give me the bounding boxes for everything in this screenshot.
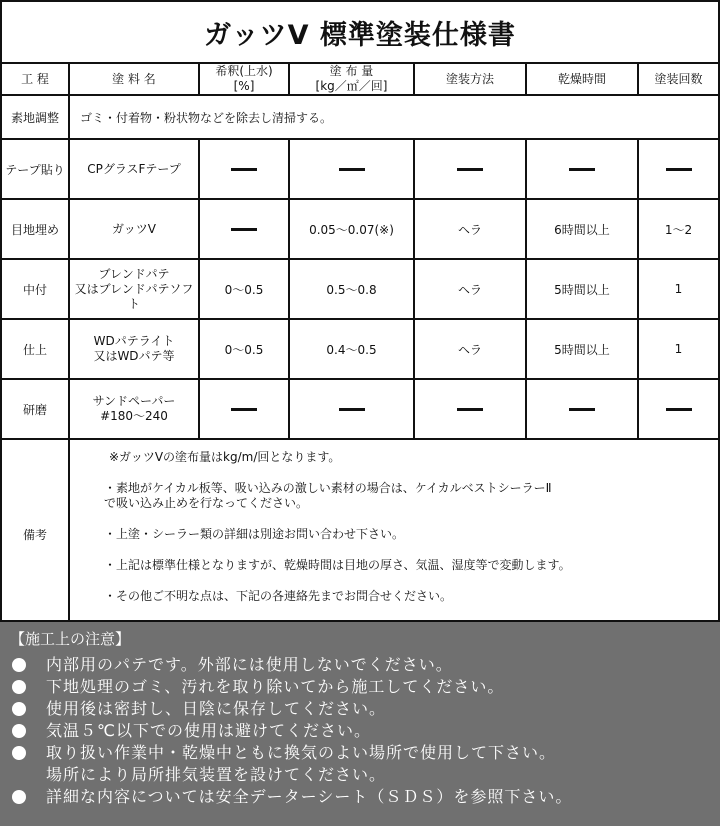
table-row — [2, 379, 718, 439]
header-coverage: 塗 布 量 [kg／㎡／回] — [289, 64, 414, 95]
material-cell: サンドペーパー #180～240 — [69, 379, 199, 439]
substrate-text: ゴミ・付着物・粉状物などを除去し清掃する。 — [69, 95, 718, 139]
header-coats: 塗装回数 — [638, 64, 718, 95]
header-process: 工 程 — [2, 64, 69, 95]
bullet-icon — [12, 680, 26, 694]
process-cell: 仕上 — [2, 319, 69, 379]
process-cell: 素地調整 — [2, 95, 69, 139]
remark-note: ※ガッツVの塗布量はkg/m/回となります。 — [109, 450, 341, 464]
dash-mark — [339, 168, 365, 171]
coverage-cell: 0.05～0.07(※) — [289, 199, 414, 259]
dash-mark — [231, 228, 257, 231]
material-cell: CPグラスFテープ — [69, 139, 199, 199]
coverage-cell — [289, 139, 414, 199]
table-row — [2, 319, 718, 379]
table-row — [2, 259, 718, 319]
drying-cell: 5時間以上 — [526, 259, 638, 319]
method-cell — [414, 379, 526, 439]
process-cell: 中付 — [2, 259, 69, 319]
method-cell: ヘラ — [414, 319, 526, 379]
drying-cell — [526, 139, 638, 199]
list-item: 気温５℃以下での使用は避けてください。 — [12, 720, 572, 742]
drying-cell — [526, 379, 638, 439]
list-item: 場所により局所排気装置を設けてください。 — [46, 765, 387, 784]
header-method: 塗装方法 — [414, 64, 526, 95]
dilution-cell: 0～0.5 — [199, 319, 289, 379]
bullet-icon — [12, 790, 26, 804]
dilution-cell — [199, 199, 289, 259]
process-cell: 目地埋め — [2, 199, 69, 259]
coats-cell: 1～2 — [638, 199, 718, 259]
list-item: 詳細な内容については安全データーシート（ＳＤＳ）を参照下さい。 — [12, 786, 572, 808]
remark-note: ・その他ご不明な点は、下記の各連絡先までお問合せください。 — [104, 589, 453, 603]
list-item: 取り扱い作業中・乾燥中ともに換気のよい場所で使用して下さい。 — [12, 742, 572, 764]
caution-panel — [0, 622, 720, 826]
method-cell: ヘラ — [414, 199, 526, 259]
process-cell: テープ貼り — [2, 139, 69, 199]
table-row — [2, 199, 718, 259]
dilution-cell — [199, 379, 289, 439]
dash-mark — [569, 408, 595, 411]
header-dilution: 希釈(上水) [%] — [199, 64, 289, 95]
dilution-cell — [199, 139, 289, 199]
caution-title: 【施工上の注意】 — [10, 630, 131, 648]
coverage-cell — [289, 379, 414, 439]
table-row-substrate — [2, 95, 718, 139]
coverage-cell: 0.5～0.8 — [289, 259, 414, 319]
coats-cell: 1 — [638, 259, 718, 319]
dash-mark — [231, 168, 257, 171]
drying-cell: 5時間以上 — [526, 319, 638, 379]
dilution-cell: 0～0.5 — [199, 259, 289, 319]
header-material: 塗 料 名 — [69, 64, 199, 95]
page-title: ガッツV 標準塗装仕様書 — [2, 2, 718, 64]
process-cell: 備考 — [2, 439, 69, 629]
material-cell: ガッツV — [69, 199, 199, 259]
header-drying: 乾燥時間 — [526, 64, 638, 95]
method-cell: ヘラ — [414, 259, 526, 319]
coats-cell — [638, 379, 718, 439]
dash-mark — [457, 168, 483, 171]
dash-mark — [666, 168, 692, 171]
remark-note: ・上記は標準仕様となりますが、乾燥時間は目地の厚さ、気温、湿度等で変動します。 — [104, 558, 571, 572]
bullet-icon — [12, 724, 26, 738]
method-cell — [414, 139, 526, 199]
caution-list — [12, 654, 572, 808]
remark-note: ・上塗・シーラー類の詳細は別途お問い合わせ下さい。 — [104, 527, 405, 541]
list-item: 使用後は密封し、日陰に保存してください。 — [12, 698, 572, 720]
material-cell: ブレンドパテ 又はブレンドパテソフト — [69, 259, 199, 319]
list-item: 内部用のパテです。外部には使用しないでください。 — [12, 654, 572, 676]
coverage-cell: 0.4～0.5 — [289, 319, 414, 379]
material-cell: WDパテライト 又はWDパテ等 — [69, 319, 199, 379]
remark-note: ・素地がケイカル板等、吸い込みの激しい素材の場合は、ケイカルベストシーラーⅡ で吸い込み止めを行なってください。 — [104, 481, 552, 510]
table-row — [2, 139, 718, 199]
dash-mark — [457, 408, 483, 411]
bullet-icon — [12, 702, 26, 716]
drying-cell: 6時間以上 — [526, 199, 638, 259]
bullet-icon — [12, 658, 26, 672]
dash-mark — [569, 168, 595, 171]
dash-mark — [666, 408, 692, 411]
coats-cell — [638, 139, 718, 199]
dash-mark — [231, 408, 257, 411]
bullet-icon — [12, 746, 26, 760]
spec-table — [2, 64, 718, 629]
list-item: 下地処理のゴミ、汚れを取り除いてから施工してください。 — [12, 676, 572, 698]
table-row-remarks — [2, 439, 718, 629]
table-header-row — [2, 64, 718, 95]
dash-mark — [339, 408, 365, 411]
coats-cell: 1 — [638, 319, 718, 379]
remarks-notes — [69, 439, 718, 629]
process-cell: 研磨 — [2, 379, 69, 439]
